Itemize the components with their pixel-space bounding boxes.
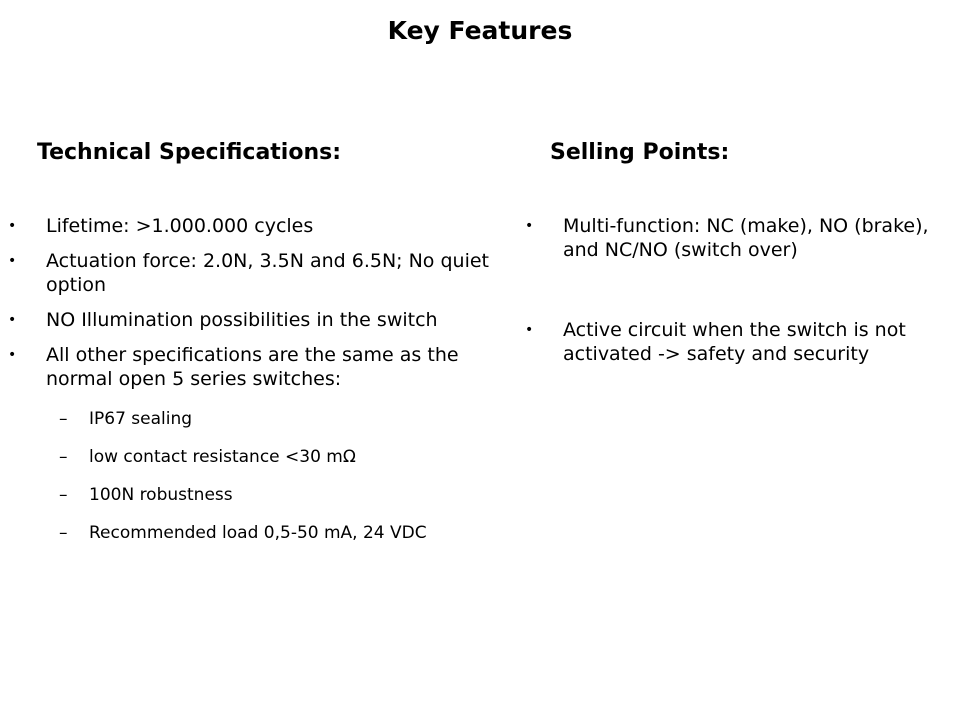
- bullet: •: [8, 218, 17, 234]
- list-item-text: Active circuit when the switch is not activated -> safety and security: [563, 319, 906, 365]
- selling-points-heading: Selling Points:: [550, 140, 730, 165]
- list-item-text: Actuation force: 2.0N, 3.5N and 6.5N; No quiet option: [46, 250, 489, 296]
- technical-specifications-heading: Technical Specifications:: [37, 140, 342, 165]
- sub-list-item-text: Recommended load 0,5-50 mA, 24 VDC: [89, 523, 427, 543]
- technical-specifications-list: [8, 214, 508, 560]
- list-item: [525, 214, 955, 262]
- sub-list-item: [46, 446, 508, 468]
- list-item: [8, 308, 508, 332]
- selling-points-list: [525, 214, 955, 422]
- bullet: •: [8, 312, 17, 328]
- sub-list-item: [46, 408, 508, 430]
- sub-list-item-text: 100N robustness: [89, 485, 233, 505]
- sub-list-item-text: IP67 sealing: [89, 409, 193, 429]
- bullet: •: [8, 253, 17, 269]
- bullet: •: [525, 218, 534, 234]
- list-item-text: Multi-function: NC (make), NO (brake), and NC/NO (switch over): [563, 215, 929, 261]
- dash: –: [59, 409, 68, 429]
- list-item: [525, 318, 955, 366]
- sub-list-item: [46, 522, 508, 544]
- list-item: [8, 249, 508, 297]
- slide-title: Key Features: [387, 16, 573, 45]
- sub-list-item-text: low contact resistance <30 mΩ: [89, 447, 356, 467]
- sub-list: [46, 408, 508, 544]
- bullet: •: [525, 322, 534, 338]
- list-item: [8, 214, 508, 238]
- list-item: [8, 343, 508, 544]
- list-item-text: Lifetime: >1.000.000 cycles: [46, 215, 314, 237]
- list-item-text: NO Illumination possibilities in the switch: [46, 309, 438, 331]
- dash: –: [59, 485, 68, 505]
- dash: –: [59, 523, 68, 543]
- bullet: •: [8, 347, 17, 363]
- dash: –: [59, 447, 68, 467]
- sub-list-item: [46, 484, 508, 506]
- list-item-text: All other specifications are the same as the normal open 5 series switches:: [46, 344, 459, 390]
